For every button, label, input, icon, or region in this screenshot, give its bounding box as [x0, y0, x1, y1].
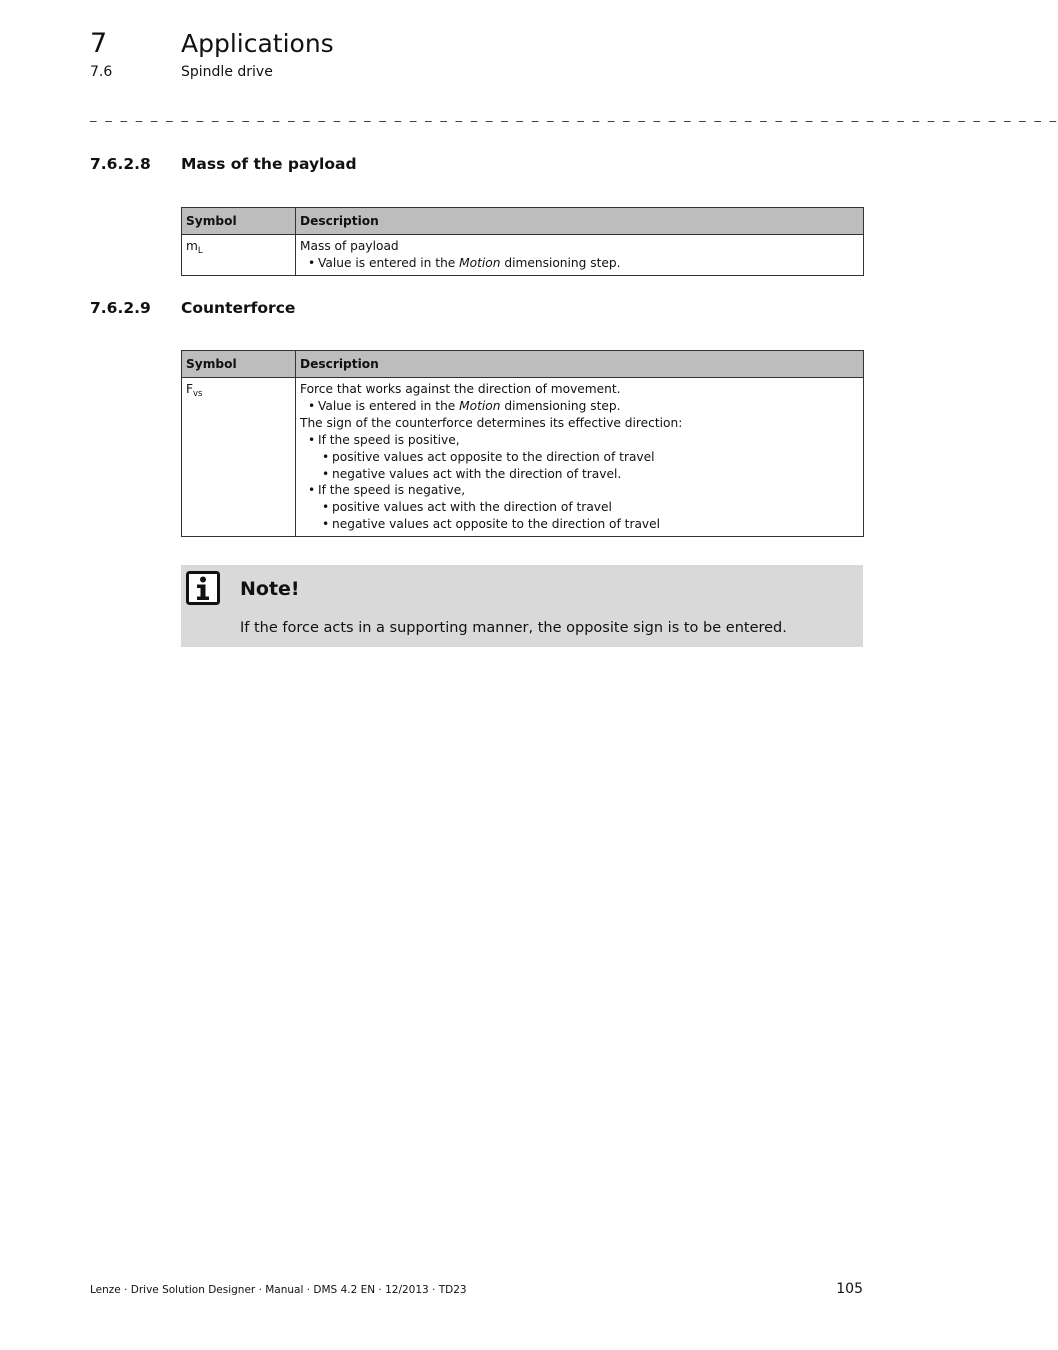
table-row [182, 378, 864, 537]
symbol-base: m [186, 239, 198, 253]
description-bullet: • If the speed is positive, [308, 432, 460, 447]
page-number: 105 [836, 1281, 863, 1297]
subsection-title: Mass of the payload [181, 155, 357, 173]
table-row [182, 235, 864, 276]
description-cell [296, 235, 864, 276]
description-bullet: • Value is entered in the Motion dimensioning step. [308, 398, 621, 413]
description-subbullet: • positive values act opposite to the direction of travel [322, 449, 655, 464]
section-title: Spindle drive [181, 64, 273, 80]
description-subbullet: • negative values act with the direction of travel. [322, 466, 622, 481]
table-header-row [182, 351, 864, 378]
symbol-cell [182, 378, 296, 537]
note-box [181, 565, 863, 647]
description-subbullet: • negative values act opposite to the direction of travel [322, 517, 661, 532]
description-bullet: • Value is entered in the Motion dimensioning step. [308, 255, 621, 270]
col-description-header: Description [296, 208, 864, 235]
description-line: Mass of payload [300, 239, 399, 253]
counterforce-table [181, 350, 864, 537]
col-symbol-header: Symbol [182, 351, 296, 378]
description-line: The sign of the counterforce determines its effective direction: [300, 415, 683, 430]
subsection-title: Counterforce [181, 299, 296, 317]
header-separator: _ _ _ _ _ _ _ _ _ _ _ _ _ _ _ _ _ _ _ _ _ _ _ _ _ _ _ _ _ _ _ _ _ _ _ _ _ _ _ _ _ _ _ _ _ _ _ _ _ _ _ _ _ _ _ _ _ _ _ _ _ _ _ _ [90, 108, 1058, 123]
subsection-number: 7.6.2.8 [90, 155, 151, 173]
table-header-row [182, 208, 864, 235]
note-text: If the force acts in a supporting manner, the opposite sign is to be entered. [240, 620, 787, 636]
description-bullet: • If the speed is negative, [308, 483, 466, 498]
payload-mass-table [181, 207, 864, 276]
subsection-number: 7.6.2.9 [90, 299, 151, 317]
note-title: Note! [240, 578, 300, 600]
description-subbullet: • positive values act with the direction of travel [322, 500, 612, 515]
section-number: 7.6 [90, 64, 113, 80]
description-cell [296, 378, 864, 537]
symbol-base: F [186, 382, 194, 396]
footer-document-info: Lenze · Drive Solution Designer · Manual · DMS 4.2 EN · 12/2013 · TD23 [90, 1284, 467, 1296]
description-line: Force that works against the direction of movement. [300, 382, 621, 396]
info-icon [186, 571, 220, 605]
col-description-header: Description [296, 351, 864, 378]
symbol-subscript: vs [193, 389, 203, 399]
col-symbol-header: Symbol [182, 208, 296, 235]
chapter-number: 7 [90, 28, 108, 59]
chapter-title: Applications [181, 29, 334, 58]
symbol-cell [182, 235, 296, 276]
symbol-subscript: L [197, 246, 203, 256]
